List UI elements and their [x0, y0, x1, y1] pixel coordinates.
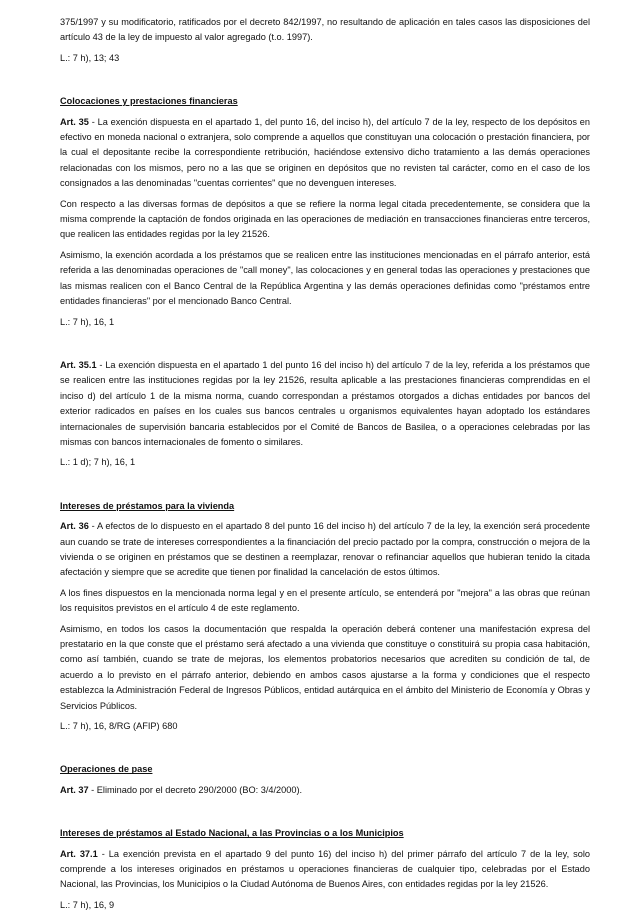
article-text: - Eliminado por el decreto 290/2000 (BO: 3/4/2000). — [88, 784, 303, 795]
paragraph: Asimismo, la exención acordada a los préstamos que se realicen entre las instituciones mencionadas en el párrafo anterior, está referida a las denominadas operaciones de "call money", las colocaciones y en general todas las operaciones y prestaciones que las mismas realicen con el Banco Central de la República Argentina y las demás operaciones definidas como "préstamos entre entidades financieras" por el mencionado Banco Central. — [60, 249, 590, 307]
section-heading-colocaciones: Colocaciones y prestaciones financieras — [60, 96, 238, 107]
article-label: Art. 35 — [60, 116, 89, 127]
article-text: - La exención dispuesta en el apartado 1, del punto 16, del inciso h), del artículo 7 de la ley, respecto de los depósitos en efectivo en moneda nacional o extranjera, solo comprende a aquellos que constituyan una colocación o prestación financiera, por la cual el depositante recibe la correspondiente retribución, haciéndose extensivo dicho tratamiento a las demás operaciones relacionadas con los mismos, pero no a las que se originen en depósitos que no revisten tal carácter, como en el caso de los consignados a las denominadas "cuentas corrientes" que no devenguen intereses. — [60, 116, 590, 189]
law-reference: L.: 7 h), 16, 8/RG (AFIP) 680 — [60, 721, 178, 732]
article-35-1 — [60, 358, 590, 450]
law-reference: L.: 1 d); 7 h), 16, 1 — [60, 457, 136, 468]
article-text: - A efectos de lo dispuesto en el apartado 8 del punto 16 del inciso h) del artículo 7 de la ley, la exención será procedente aun cuando se trate de intereses correspondientes a la financiación del precio pactado por la compra, construcción o mejora de la vivienda o se originen en préstamos que se destinen a reemplazar, renovar o refinanciar aquellos que hubieran tenido la citada afectación y siempre que se acredite que tienen por finalidad la cancelación de estos últimos. — [60, 521, 590, 578]
law-reference: L.: 7 h), 16, 1 — [60, 316, 115, 327]
paragraph: A los fines dispuestos en la mencionada norma legal y en el presente artículo, se entenderá por "mejora" a las obras que reúnan los requisitos previstos en el artículo 4 de este reglamento. — [60, 587, 590, 614]
article-35 — [60, 115, 590, 192]
article-label: Art. 37.1 — [60, 848, 98, 859]
article-36 — [60, 519, 590, 581]
section-heading-pase: Operaciones de pase — [60, 764, 153, 775]
section-heading-vivienda: Intereses de préstamos para la vivienda — [60, 500, 235, 511]
law-reference: L.: 7 h), 13; 43 — [60, 52, 120, 63]
article-37 — [60, 783, 590, 798]
paragraph: Asimismo, en todos los casos la documentación que respalda la operación deberá contener una manifestación expresa del prestatario en la que conste que el préstamo será afectado a una vivienda que constituye o constituirá su propia casa habitación, como así también, cuando se trate de mejoras, los elementos probatorios necesarios que acrediten su condición de tal, de acuerdo a lo previsto en el párrafo anterior, debiendo en ambos casos ajustarse a la forma y condiciones que el respecto establezca la Administración Federal de Ingresos Públicos, entidad autárquica en el ámbito del Ministerio de Economía y Obras y Servicios Públicos. — [60, 623, 590, 711]
paragraph: Con respecto a las diversas formas de depósitos a que se refiere la norma legal citada precedentemente, se considera que la misma comprende la captación de fondos originada en las operaciones de mediación en transacciones financieras entre terceros, que realicen las entidades regidas por la ley 21526. — [60, 198, 590, 240]
article-label: Art. 37 — [60, 784, 89, 795]
article-label: Art. 35.1 — [60, 359, 97, 370]
paragraph: 375/1997 y su modificatorio, ratificados por el decreto 842/1997, no resultando de aplicación en tales casos las disposiciones del artículo 43 de la ley de impuesto al valor agregado (t.o. 1997). — [60, 17, 590, 43]
article-37-1 — [60, 847, 590, 893]
law-reference: L.: 7 h), 16, 9 — [60, 899, 115, 910]
section-heading-estado: Intereses de préstamos al Estado Nacional, a las Provincias o a los Municipios — [60, 828, 404, 839]
article-label: Art. 36 — [60, 521, 89, 532]
article-text: - La exención dispuesta en el apartado 1 del punto 16 del inciso h) del artículo 7 de la ley, referida a los préstamos que se realicen entre las instituciones regidas por la ley 21526, resulta aplicable a las prestaciones financieras comprendidas en el inciso d) del artículo 1 de la misma norma, cuando correspondan a préstamos otorgados a dichas entidades por bancos del exterior radicados en países en los cuales sus bancos centrales u organismos equivalentes hayan adoptado los estándares internacionales de supervisión bancaria establecidos por el Comité de Bancos de Basilea, o a operaciones celebradas por las mismas con bancos internacionales de fomento o similares. — [60, 359, 590, 447]
article-text: - La exención prevista en el apartado 9 del punto 16) del inciso h) del primer párrafo del artículo 7 de la ley, solo comprende a los intereses originados en préstamos u operaciones financieras de cualquier tipo, celebradas por el Estado Nacional, las Provincias, los Municipios o la Ciudad Autónoma de Buenos Aires, con entidades regidas por la ley 21526. — [60, 848, 590, 890]
